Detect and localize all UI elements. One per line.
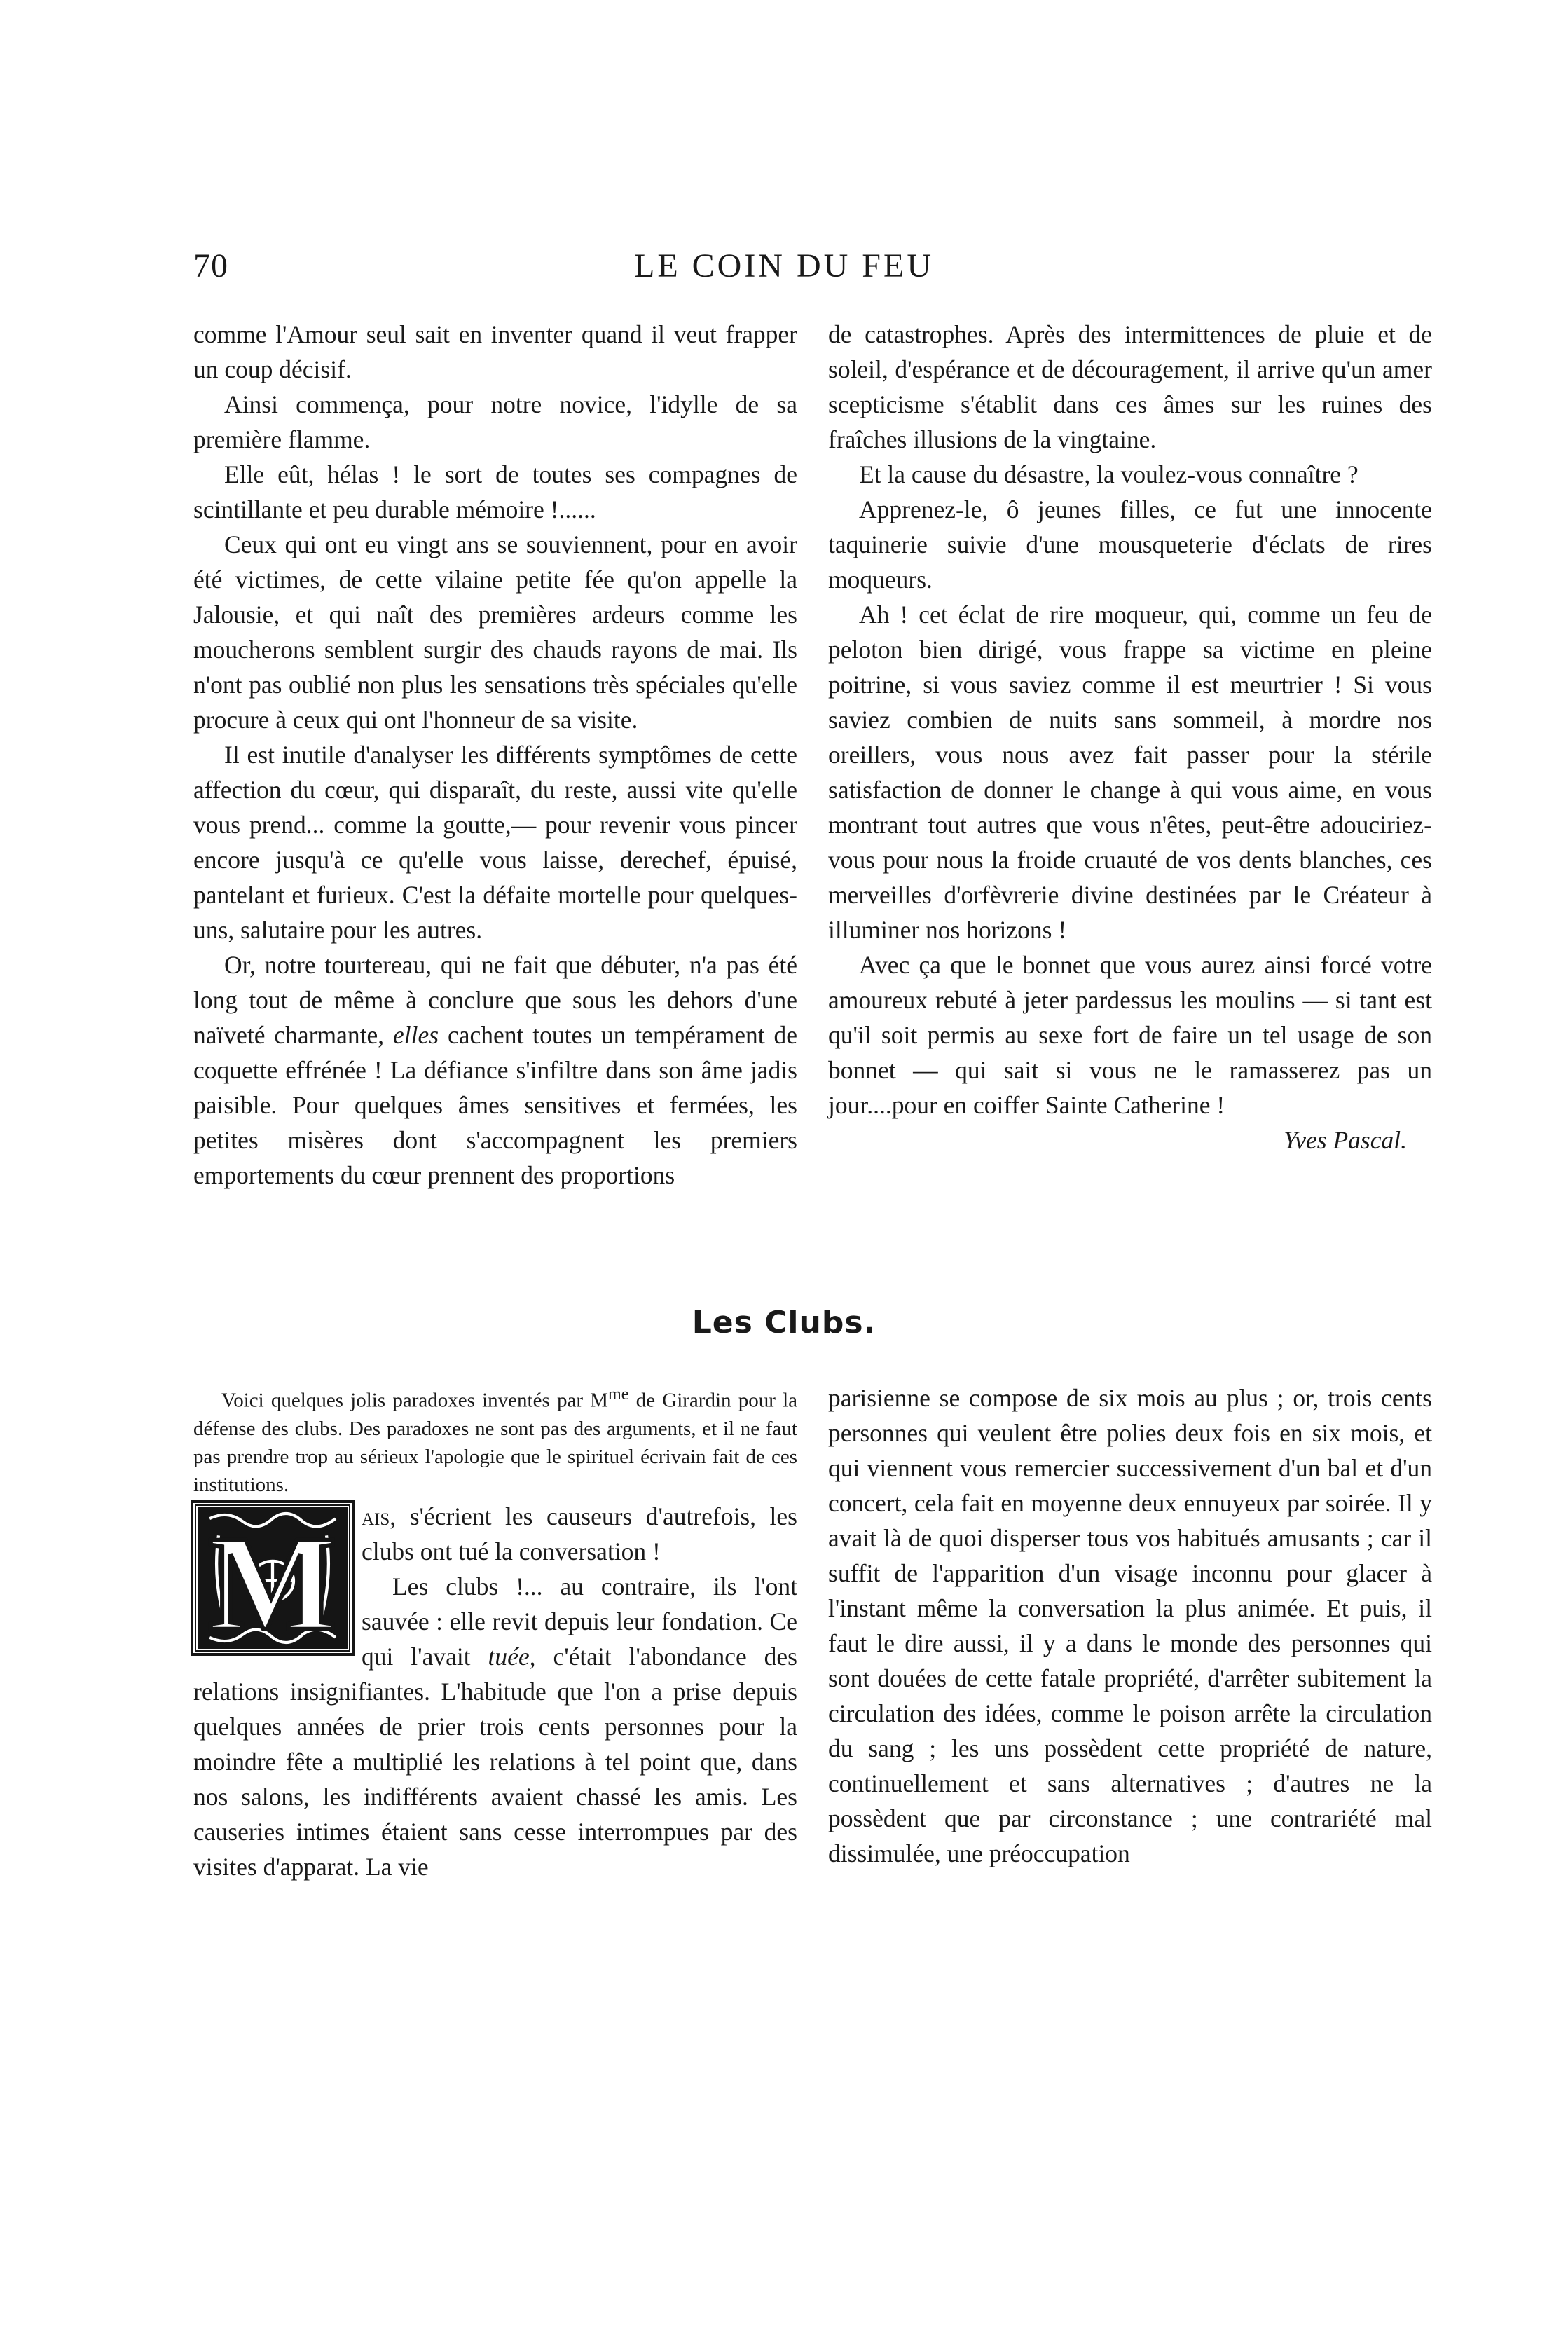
svg-text:M: M (208, 1507, 337, 1649)
paragraph: Et la cause du désastre, la voulez-vous connaître ? (859, 460, 1359, 488)
text-run: c'était l'abondance des relations insignifiantes. L'habitude que l'on a prise depuis quelques années de prier trois cents personnes pour la moindre fête a multiplié les relations à tel point que, dans nos salons, les indifférents avaient chassé les amis. Les causeries intimes étaient sans cesse interrompues par des visites d'apparat. La vie (193, 1642, 797, 1881)
paragraph (193, 947, 797, 1193)
paragraph: Ainsi commença, pour notre novice, l'idylle de sa première flamme. (193, 390, 797, 453)
paragraph: Avec ça que le bonnet que vous aurez ainsi forcé votre amoureux rebuté à jeter pardessus les moulins — si tant est qu'il soit permis au sexe fort de faire un tel usage de son bonnet — qui sait si vous ne le ramasserez pas un jour....pour en coiffer Sainte Catherine ! (828, 951, 1432, 1119)
emphasis: tuée, (488, 1642, 536, 1671)
paragraph: comme l'Amour seul sait en inventer quand il veut frapper un coup décisif. (193, 320, 797, 383)
article2-left-column (193, 1380, 797, 1884)
editor-intro (193, 1380, 797, 1499)
superscript: me (607, 1385, 629, 1404)
page-number: 70 (193, 247, 228, 284)
paragraph: Elle eût, hélas ! le sort de toutes ses compagnes de scintillante et peu durable mémoire !...... (193, 460, 797, 523)
article2-right-column (828, 1380, 1432, 1871)
paragraph: parisienne se compose de six mois au plus ; or, trois cents personnes qui veulent être polies deux fois en six mois, et qui viennent vous remercier successivement d'un bal et d'un concert, cela fait en moyenne deux ennuyeux par soirée. Il y avait là de quoi disperser tous vos habitués amusants ; car il suffit de l'apparition d'un visage inconnu pour glacer à l'instant même la conversation la plus animée. Et puis, il faut le dire aussi, il y a dans le monde des personnes qui sont douées de cette fatale propriété, d'arrêter subitement la circulation des idées, comme le poison arrête la circulation du sang ; les uns possèdent cette propriété de nature, continuellement et sans alternatives ; d'autres ne la possèdent que par circonstance ; une contrariété mal dissimulée, une préoccupation (828, 1384, 1432, 1867)
paragraph: Il est inutile d'analyser les différents symptômes de cette affection du cœur, qui disparaît, du reste, aussi vite qu'elle vous prend... comme la goutte,— pour revenir vous pincer encore jusqu'à ce qu'elle vous laisse, derechef, épuisé, pantelant et furieux. C'est la défaite mortelle pour quelques-uns, salutaire pour les autres. (193, 741, 797, 944)
text-run: Les clubs !... au contraire, ils l'ont sauvée : elle revit depuis leur fondation. Ce qui l'avait (362, 1572, 797, 1671)
dropcap-letter (198, 1507, 348, 1649)
article1-left-column (193, 317, 797, 1193)
section-title: Les Clubs. (692, 1305, 876, 1340)
author-signature: Yves Pascal. (1283, 1126, 1407, 1154)
text-run: Voici quelques jolis paradoxes inventés par M (221, 1389, 608, 1412)
text-run: Or, notre tourtereau, qui ne fait que débuter, n'a pas été long tout de même à conclure que sous les dehors d'une naïveté charmante, (193, 951, 797, 1049)
emphasis: elles (392, 1021, 439, 1049)
text-run: s'écrient les causeurs d'autrefois, les clubs ont tué la conversation ! (362, 1502, 797, 1565)
article1-right-column (828, 317, 1432, 1158)
running-title: LE COIN DU FEU (634, 247, 934, 284)
ornamental-dropcap (193, 1503, 352, 1653)
first-word-rest: ais, (362, 1502, 397, 1530)
text-run: cachent toutes un tempérament de coquette effrénée ! La défiance s'infiltre dans son âme jadis paisible. Pour quelques âmes sensitives et fermées, les petites misères dont s'accompagnent les premiers emportements du cœur prennent des proportions (193, 1021, 797, 1189)
paragraph: Ceux qui ont eu vingt ans se souviennent, pour en avoir été victimes, de cette vilaine petite fée qu'on appelle la Jalousie, et qui naît des premières ardeurs comme les moucherons semblent surgir des chauds rayons de mai. Ils n'ont pas oublié non plus les sensations très spéciales qu'elle procure à ceux qui ont l'honneur de sa visite. (193, 530, 797, 734)
paragraph: Ah ! cet éclat de rire moqueur, qui, comme un feu de peloton bien dirigé, vous frappe sa victime en pleine poitrine, si vous saviez comme il est meurtrier ! Si vous saviez combien de nuits sans sommeil, à mordre nos oreillers, vous nous avez fait passer pour la stérile satisfaction de donner le change à qui vous aime, en vous montrant tout autres que vous n'êtes, peut-être adouciriez-vous pour nous la froide cruauté de vos dents blanches, ces merveilles d'orfèvrerie divine destinées par le Créateur à illuminer nos horizons ! (828, 601, 1432, 944)
paragraph: Apprenez-le, ô jeunes filles, ce fut une innocente taquinerie suivie d'une mousqueterie d'éclats de rires moqueurs. (828, 495, 1432, 594)
paragraph: de catastrophes. Après des intermittences de pluie et de soleil, d'espérance et de découragement, il arrive qu'un amer scepticisme s'établit dans ces âmes sur les ruines des fraîches illusions de la vingtaine. (828, 320, 1432, 453)
text-run: de Girardin pour la défense des clubs. Des paradoxes ne sont pas des arguments, et il ne faut pas prendre trop au sérieux l'apologie que le spirituel écrivain fait de ces institutions. (193, 1389, 797, 1496)
